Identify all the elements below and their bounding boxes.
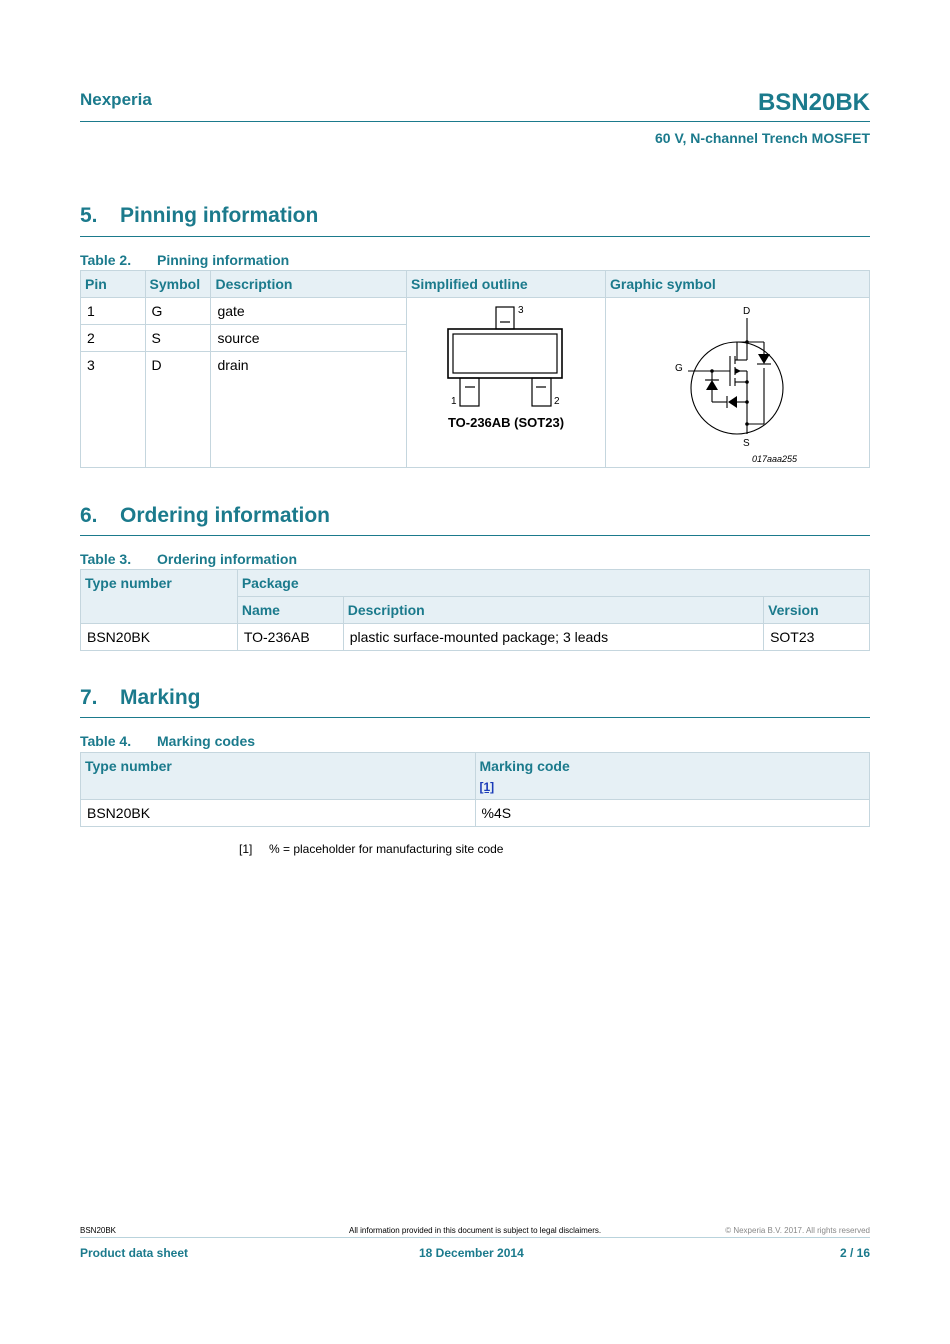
company-name: Nexperia	[80, 90, 152, 109]
table-2-title: Pinning information	[157, 252, 290, 268]
col-simplified-outline: Simplified outline	[406, 271, 605, 298]
col-symbol: Symbol	[145, 271, 211, 298]
pin-description: drain	[211, 352, 407, 468]
section-7-number: 7.	[80, 686, 98, 709]
col-marking-type-number: Type number	[81, 753, 476, 800]
ordering-table	[80, 569, 870, 651]
footnote-text: % = placeholder for manufacturing site code	[269, 842, 504, 856]
table-3-title: Ordering information	[157, 551, 297, 567]
order-package-name: TO-236AB	[237, 624, 343, 651]
outline-cell	[406, 298, 605, 468]
footer-doc-id: BSN20BK	[80, 1226, 117, 1235]
section-6-number: 6.	[80, 504, 98, 527]
col-graphic-symbol: Graphic symbol	[605, 271, 869, 298]
section-5-title: Pinning information	[120, 204, 319, 227]
pin-description: source	[211, 325, 407, 352]
table-row	[81, 800, 870, 827]
col-package-description: Description	[343, 597, 763, 624]
marking-type-number: BSN20BK	[81, 800, 476, 827]
table-3-caption	[80, 551, 297, 567]
footer-page-number: 2 / 16	[839, 1246, 870, 1260]
symbol-source-label: S	[742, 438, 750, 449]
pin-symbol: G	[145, 298, 211, 325]
product-subtitle: 60 V, N-channel Trench MOSFET	[655, 130, 870, 146]
col-name: Name	[237, 597, 343, 624]
pin-symbol: D	[145, 352, 211, 468]
order-type-number: BSN20BK	[81, 624, 238, 651]
footnote-reference-link[interactable]: [1]	[479, 780, 495, 794]
footer-doc-type: Product data sheet	[80, 1246, 189, 1260]
pin-number: 2	[81, 325, 146, 352]
outline-pin-2-label: 2	[553, 396, 560, 407]
table-row	[81, 624, 870, 651]
section-6-title: Ordering information	[120, 504, 330, 527]
product-name: BSN20BK	[757, 89, 870, 116]
table-2-number: Table 2.	[80, 252, 132, 268]
order-package-description: plastic surface-mounted package; 3 leads	[343, 624, 763, 651]
outline-pin-3-label: 3	[517, 305, 524, 316]
col-description: Description	[211, 271, 407, 298]
outline-pin-1-label: 1	[450, 396, 457, 407]
col-marking-code: Marking code	[479, 758, 570, 774]
section-5-heading	[80, 204, 318, 228]
sot23-outline-drawing	[407, 298, 605, 466]
header-divider	[80, 121, 870, 122]
section-6-divider	[80, 535, 870, 536]
pin-symbol: S	[145, 325, 211, 352]
pinning-table	[80, 270, 870, 468]
table-4-title: Marking codes	[157, 733, 256, 749]
table-row	[81, 298, 870, 325]
package-label: TO-236AB (SOT23)	[447, 415, 565, 430]
outline-body	[448, 329, 562, 378]
section-6-heading	[80, 504, 330, 528]
section-7-heading	[80, 686, 201, 710]
col-package: Package	[237, 570, 869, 597]
pin-description: gate	[211, 298, 407, 325]
section-7-title: Marking	[120, 686, 201, 709]
symbol-cell	[605, 298, 869, 468]
table-4-number: Table 4.	[80, 733, 132, 749]
section-5-number: 5.	[80, 204, 98, 227]
outline-lead-3	[496, 307, 514, 329]
ordering-header-row	[81, 570, 870, 597]
footer-date: 18 December 2014	[419, 1246, 524, 1260]
table-2-caption	[80, 252, 289, 268]
marking-header-row	[81, 753, 870, 800]
symbol-code-label: 017aaa255	[751, 454, 798, 464]
section-7-divider	[80, 717, 870, 718]
order-package-version: SOT23	[764, 624, 870, 651]
col-pin: Pin	[81, 271, 146, 298]
col-marking-code-header	[475, 753, 870, 800]
symbol-drain-label: D	[742, 306, 751, 317]
table-3-number: Table 3.	[80, 551, 132, 567]
footnote-number: [1]	[239, 842, 253, 856]
outline-lead-1	[460, 378, 479, 406]
pin-number: 1	[81, 298, 146, 325]
table-4-caption	[80, 733, 255, 749]
footer-disclaimer: All information provided in this document is subject to legal disclaimers.	[349, 1226, 602, 1235]
footer-divider	[80, 1237, 870, 1238]
symbol-gate-label: G	[674, 363, 683, 374]
marking-table	[80, 752, 870, 827]
col-type-number: Type number	[81, 570, 238, 624]
mosfet-graphic-symbol	[606, 298, 868, 466]
footnote	[239, 842, 503, 856]
outline-lead-2	[532, 378, 551, 406]
pin-number: 3	[81, 352, 146, 468]
pinning-header-row	[81, 271, 870, 298]
marking-code-value: %4S	[475, 800, 870, 827]
col-version: Version	[764, 597, 870, 624]
footer-copyright: © Nexperia B.V. 2017. All rights reserved	[725, 1226, 870, 1235]
section-5-divider	[80, 236, 870, 237]
